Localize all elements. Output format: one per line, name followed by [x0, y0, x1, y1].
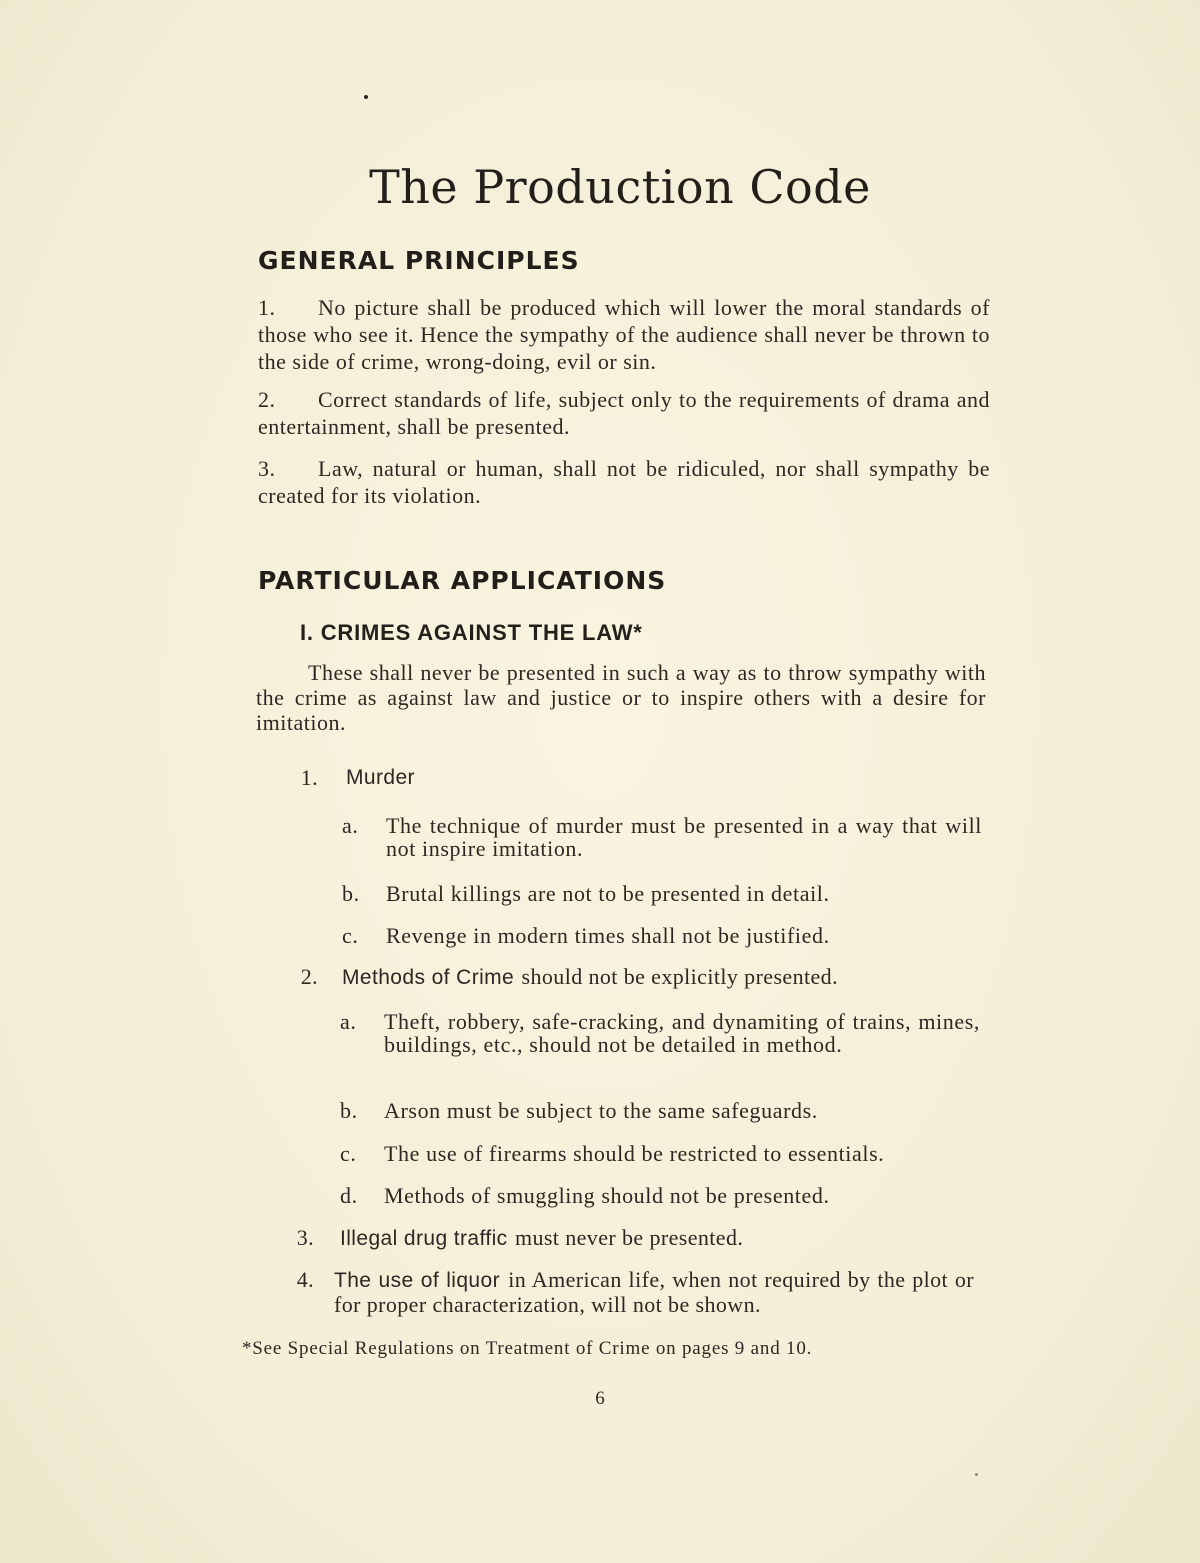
sub-letter: d.: [340, 1183, 358, 1208]
sub-text: Methods of smuggling should not be presented.: [384, 1183, 830, 1208]
principle-number: 2.: [258, 387, 276, 412]
sub-letter: a.: [340, 1009, 357, 1034]
sub-text: Revenge in modern times shall not be justified.: [386, 923, 830, 948]
item-label: The use of liquor: [334, 1269, 500, 1292]
sub-letter: b.: [342, 881, 360, 906]
footnote: *See Special Regulations on Treatment of Crime on pages 9 and 10.: [242, 1338, 813, 1359]
page-title: The Production Code: [369, 160, 871, 214]
sub-letter: b.: [340, 1098, 358, 1123]
sub-text: Arson must be subject to the same safeguards.: [384, 1098, 818, 1123]
general-principle-1: [258, 294, 990, 375]
general-principle-3: [258, 455, 990, 509]
ink-speck: [364, 95, 368, 99]
item-label: Methods of Crime: [342, 966, 515, 989]
principle-text: Correct standards of life, subject only to the requirements of drama and entertainment, shall be presented.: [258, 387, 990, 439]
sub-text: Theft, robbery, safe-cracking, and dynamiting of trains, mines, buildings, etc., should not be detailed in method.: [384, 1009, 980, 1057]
crimes-against-law-heading: I. CRIMES AGAINST THE LAW*: [300, 620, 643, 645]
item-number: 3.: [296, 1225, 314, 1250]
sub-letter: c.: [340, 1141, 357, 1166]
principle-text: Law, natural or human, shall not be ridiculed, nor shall sympathy be created for its violation.: [258, 456, 990, 508]
principle-text: No picture shall be produced which will lower the moral standards of those who see it. Hence the sympathy of the audience shall never be thrown to the side of crime, wrong-doing, evil or sin.: [258, 295, 990, 374]
principle-number: 3.: [258, 456, 276, 481]
item-label: Murder: [346, 766, 415, 789]
particular-applications-heading: PARTICULAR APPLICATIONS: [258, 566, 667, 595]
general-principles-heading: GENERAL PRINCIPLES: [258, 246, 580, 275]
sub-letter: c.: [342, 923, 359, 948]
item-number: 1.: [300, 765, 318, 790]
item-text: should not be explicitly presented.: [521, 964, 838, 989]
crimes-intro: These shall never be presented in such a way as to throw sympathy with the crime as against law and justice or to inspire others with a desire for imitation.: [256, 660, 986, 735]
page-number: 6: [595, 1388, 605, 1409]
general-principle-2: [258, 386, 990, 440]
sub-text: The technique of murder must be presented in a way that will not inspire imitation.: [386, 813, 982, 861]
sub-text: Brutal killings are not to be presented in detail.: [386, 881, 830, 906]
item-text: in American life, when not required by the plot or for proper characterization, will not be shown.: [334, 1267, 974, 1317]
item-text: must never be presented.: [514, 1225, 744, 1250]
sub-letter: a.: [342, 813, 359, 838]
item-label: Illegal drug traffic: [340, 1227, 508, 1250]
ink-speck: [975, 1473, 978, 1476]
principle-number: 1.: [258, 295, 276, 320]
item-number: 2.: [300, 964, 318, 989]
sub-text: The use of firearms should be restricted to essentials.: [384, 1141, 885, 1166]
item-number: 4.: [296, 1267, 314, 1292]
